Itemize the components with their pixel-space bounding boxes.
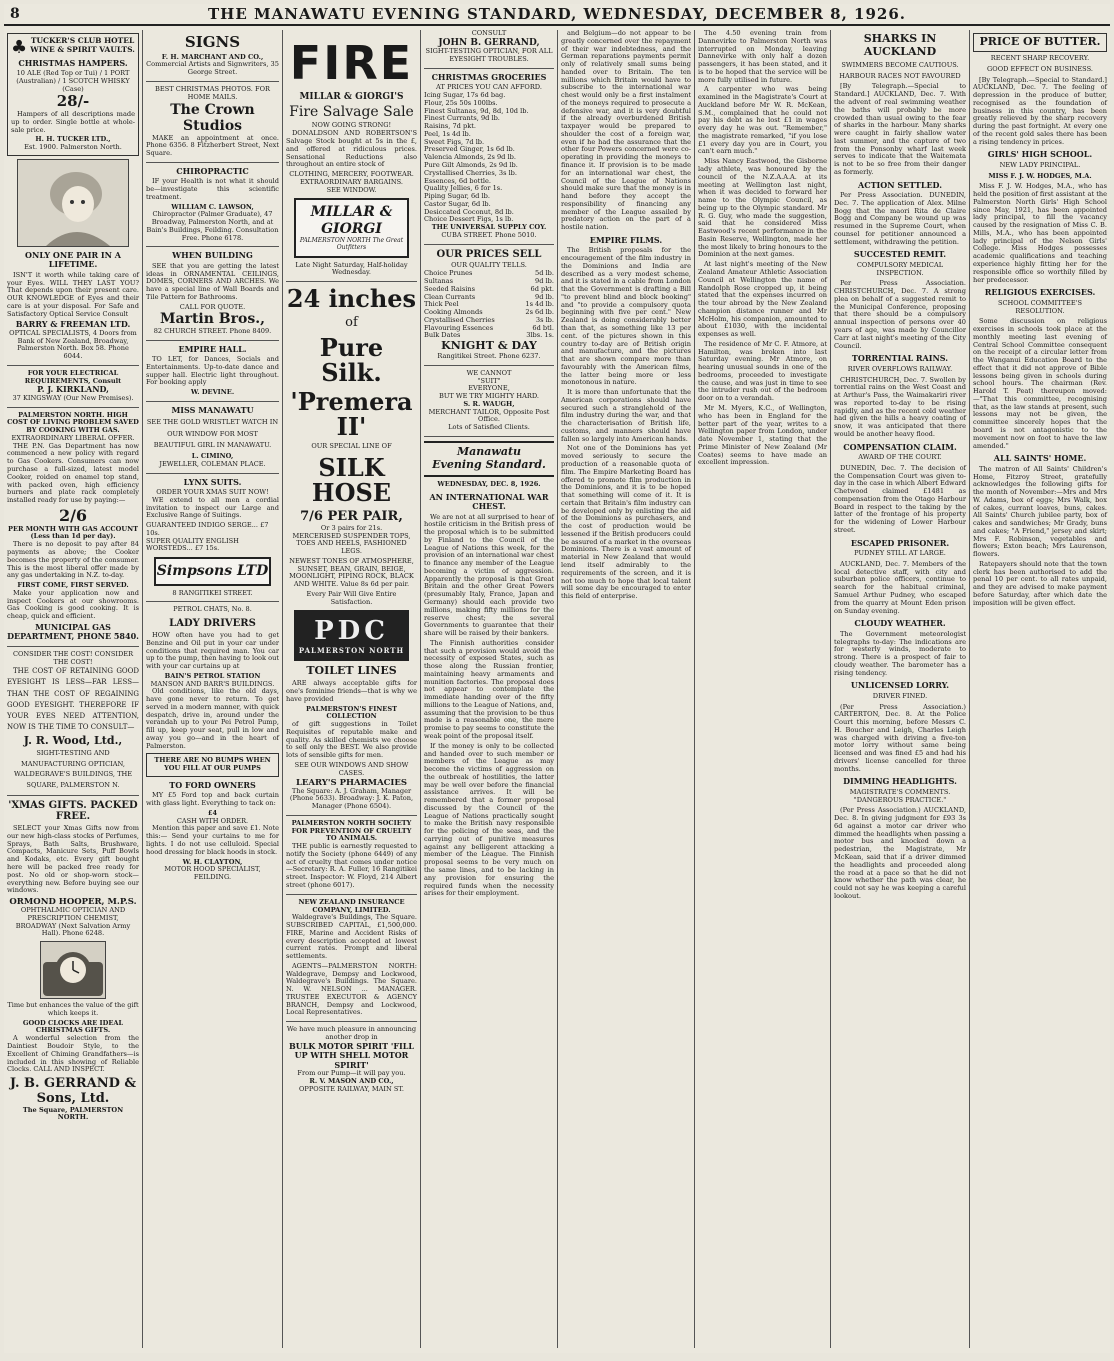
grocery-item: Castor Sugar, 6d lb. (424, 199, 491, 208)
column-4: CONSULT JOHN B. GERRAND, SIGHT-TESTING OPTICIAN, FOR ALL EYESIGHT TROUBLES. CHRISTMAS GROCERIES AT PRICES YOU CAN AFFORD. Icing Sugar, 17s 6d bag. Flour, 25s 50s 100lbs. Finest Sultanas, 9d, 8d, 10d lb. Finest Currants, 9d lb. Raisins, 7d pkt. Peel, 1s 4d lb. Sweet Figs, 7d lb. Preserved Ginger, 1s 6d lb. Valencia Almonds, 2s 9d lb. Pure Gilt Almonds, 2s 9d lb. Crystallised Cherries, 3s lb. Essences, 6d bottle. Quality Jellies, 6 for 1s. Piping Sugar, 6d lb. Castor Sugar, 6d lb. Desiccated Coconut, 8d lb. Choice Dessert Figs, 1s lb. THE UNIVERSAL SUPPLY COY. CUBA STREET. Phone 5010. OUR PRICES SELL OUR QUALITY TELLS. Choice Prunes 5d lb. Sultanas 9d lb. Seeded Raisins 6d pkt. Clean Currants 9d lb. Thick Peel 1s 4d lb. Cooking Almonds 2s 6d lb. Crystallised Cherries 3s lb. Flavouring Essences 6d btl. Bulk Dates 3lbs. 1s. KNIGHT & DAY Rangitikei Street. Phone 6237. WE CANNOT "SUIT" EVERYONE, BUT WE TRY MIGHTY HARD. S. R. WAUGH, MERCHANT TAILOR, Opposite Post Office. Lots of Satisfied Clients. Manawatu Evening Standard. WEDNESDAY, DEC. 8, 1926. AN INTERNATIONAL WAR CHEST. We are not at all surprised to hear of hostile criticism in the British press of the proposal which is to be submitted by Finland to the Council of the League of Nations this week, for the provision of an international war chest to finance any member of the League becoming a victim of aggression. Apparently the proposal is that Great Britain and the other Great Powers (presumably Italy, France, Japan and Germany) should each provide two millions, making fifty millions for the reserve chest; the several Governments to guarantee that their share will be raised by their bankers. The Finnish authorities consider that such a provision would avoid the necessity of exposed States, such as those along the Russian frontier, maintaining heavy armaments and munition factories. The proposal does not appear to contemplate the immediate handing over of the fifty millions to the League of Nations, and, assuming that the provision to be thus made is a reasonable one, the mere promise to pay seems to constitute the weak point of the proposal itself. If the money is only to be collected and handed over to such member or members of the League as may become the victims of aggression on the outbreak of hostilities, the latter may be well over before the financial assistance arrives. It will be remembered that a former proposal discussed by the Council of the League of Nations practically sought to make the British navy responsible for the policing of the seas, and the carrying out of punitive measures against any belligerent attacking a member of the League. The Finnish proposal seems to be very much on the same lines, and to be lacking in any provision for ensuring the required funds when the necessity arises for their employment. (424, 30, 554, 898)
price-item-value: 6d btl. (532, 323, 554, 332)
price-item-value: 3lbs. 1s. (526, 331, 554, 340)
xmas-gifts-ad: 'XMAS GIFTS. PACKED FREE. SELECT your Xmas Gifts now from our new high-class stocks of Perfumes, Sprays, Bath Salts, Brushware, Compacts, Manicure Sets, Puff Bowls and Kodaks, etc. Every gift bought here will be packed free ready for post. No old or shop-worn stock—everything new. Before buying see our windows. ORMOND HOOPER, M.P.S. OPHTHALMIC OPTICIAN AND PRESCRIPTION CHEMIST, BROADWAY (Next Salvation Army Hall). Phone 6248. (7, 799, 139, 938)
grocery-item: Quality Jellies, 6 for 1s. (424, 184, 503, 193)
clock-illustration (40, 941, 106, 999)
price-item-name: Seeded Raisins (424, 284, 476, 293)
column-6: The 4.50 evening train from Dannevirke to Palmerston North was interrupted on Monday, leaving Dannevirke with only half a dozen passengers, it has been stated, and it is to be hoped that the service will be more fully utilised in future. A carpenter who was being examined in the Magistrate's Court at Auckland before Mr W. R. McKean, S.M., complained that he could not pay his debt as he lost £1 in wages every day he was out. "Remember," the magistrate remarked, "if you lose £1 every day you are in Court, you can't earn much." Miss Nancy Eastwood, the Gisborne lady athlete, was honoured by the council of the N.Z.A.A.A. at its meeting at Wellington last night, when it was decided to forward her name to the Olympic Council, as being up to the Olympic standard. Mr R. G. Guy, who made the suggestion, said that he considered Miss Eastwood's recent performance in the Basin Reserve, Wellington, made her the most likely to bring honours to the Dominion at the next games. At last night's meeting of the New Zealand Amateur Athletic Association Council at Wellington the name of Randolph Rose cropped up, it being stated that the expenses incurred on the tour abroad by the New Zealand champion distance runner and Mr McHolm, his companion, amounted to about £1030, with the incidental expenses as well. The residence of Mr C. F. Atmore, at Hamilton, was broken into last Saturday evening. Mr Atmore, on hearing unusual sounds in one of the bedrooms, proceeded to investigate the cause, and was just in time to see the intruder rush out of the bedroom door on to a verandah. Mr M. Myers, K.C., of Wellington, who has been in England for the better part of the year, writes to a Wellington paper from London, under date November 1, stating that the Prime Minister of New Zealand (Mr Coates) seems to have made an excellent impression. (698, 30, 827, 467)
grocery-item: Raisins, 7d pkt. (424, 122, 476, 131)
price-item-value: 5d lb. (535, 269, 554, 278)
column-1 (4, 30, 142, 1348)
price-item-value: 9d lb. (535, 292, 554, 301)
column-7: SHARKS IN AUCKLAND SWIMMERS BECOME CAUTIOUS. HARBOUR RACES NOT FAVOURED [By Telegraph.—Special to Standard.] AUCKLAND, Dec. 7. With the advent of real swimming weather the baths will probably be more crowded than usual owing to the fear of sharks in the harbour. Many sharks were caught in fairly shallow water last summer, and the capture of two from the Ponsonby wharf last week serves to indicate that the Waitemata is not to be so free from their danger as formerly. ACTION SETTLED. Per Press Association. DUNEDIN, Dec. 7. The application of Alex. Milne Bogg that the maori Rita de Claire Bogg and Company be wound up was resumed in the Supreme Court, when counsel for petitioner announced a settlement, withdrawing the petition. SUCCESTED REMIT. COMPULSORY MEDICAL INSPECTION. Per Press Association. CHRISTCHURCH, Dec. 7. A strong plea on behalf of a suggested remit to the Municipal Conference, proposing that there should be a compulsory annual inspection of persons over 40 years of age, was made by Councillor Carr at last night's meeting of the City Council. TORRENTIAL RAINS. RIVER OVERFLOWS RAILWAY. CHRISTCHURCH, Dec. 7. Swollen by torrential rains on the West Coast and at Arthur's Pass, the Waimakariri river was reported to-day to be rising rapidly, and as the recent cold weather had given the hills a heavy coating of snow, it was anticipated that there would be another heavy flood. COMPENSATION CLAIM. AWARD OF THE COURT. DUNEDIN, Dec. 7. The decision of the Compensation Court was given to-day in the case in which Albert Edward Chetwood claimed £1481 as compensation from the Otago Harbour Board in respect to the taking by the latter of the frontage of his property for the widening of Lower Harbour street. ESCAPED PRISONER. PUDNEY STILL AT LARGE. AUCKLAND, Dec. 7. Members of the local detective staff, with city and suburban police officers, continue to search for the habitual criminal, Samuel Arthur Pudney, who escaped from the quarry at Mount Eden prison on Sunday evening. CLOUDY WEATHER. The Government meteorologist telegraphs to-day: The indications are for westerly winds, moderate to strong. There is a prospect of fair to cloudy weather. The barometer has a rising tendency. UNLICENSED LORRY. DRIVER FINED. (Per Press Association.) CARTERTON, Dec. 8. At the Police Court this morning, before Messrs C. H. Boucher and Leigh, Charles Leigh was charged with driving a five-ton motor lorry without same being licensed and was fined £5 and had his drivers' license cancelled for three months. DIMMING HEADLIGHTS. MAGISTRATE'S COMMENTS. "DANGEROUS PRACTICE." (Per Press Association.) AUCKLAND, Dec. 8. In giving judgment for £93 3s 6d against a motor car driver who dimmed the headlights when passing a motor bus and knocked down a pedestrian, the Magistrate, Mr McKean, said that if a driver dimmed the headlights and proceeded along the road at a pace so that he did not know whether the path was clear, he could not say he was keeping a careful lookout. (834, 32, 966, 900)
price-item-name: Bulk Dates (424, 331, 461, 340)
price-item-name: Crystallised Cherries (424, 315, 495, 324)
masthead-title: THE MANAWATU EVENING STANDARD, WEDNESDAY, DECEMBER 8, 1926. (208, 5, 906, 23)
grocery-item: Peel, 1s 4d lb. (424, 129, 471, 138)
column-2: SIGNS F. H. MARCHANT AND CO., Commercial Artists and Signwriters, 35 George Street. BEST CHRISTMAS PHOTOS. FOR HOME MAILS. The Crown Studios MAKE an appointment at once. Phone 6356. 8 Fitzherbert Street, Next Square. CHIROPRACTIC IF your Health is not what it should be—investigate this scientific treatment. WILLIAM C. LAWSON, Chiropractor (Palmer Graduate), 47 Broadway, Palmerston North, and at Bain's Buildings, Feilding. Consultation Free. Phone 6178. WHEN BUILDING SEE that you are getting the latest ideas in ORNAMENTAL CEILINGS, DOMES, CORNERS AND ARCHES. We have a special line of Wall Boards and Tile Pattern for Bathrooms. CALL FOR QUOTE. Martin Bros., 82 CHURCH STREET. Phone 8409. EMPIRE HALL. TO LET, for Dances, Socials and Entertainments. Up-to-date dance and supper hall. Electric light throughout. For booking apply W. DEVINE. MISS MANAWATU SEE THE GOLD WRISTLET WATCH IN OUR WINDOW FOR MOST BEAUTIFUL GIRL IN MANAWATU. L. CIMINO, JEWELLER, COLEMAN PLACE. LYNX SUITS. ORDER YOUR XMAS SUIT NOW! WE extend to all men a cordial invitation to inspect our Large and Exclusive Range of Suitings. GUARANTEED INDIGO SERGE... £7 10s. SUPER QUALITY ENGLISH WORSTEDS... £7 15s. Simpsons LTD 8 RANGITIKEI STREET. PETROL CHATS, No. 8. LADY DRIVERS HOW often have you had to get Benzine and Oil put in your car under conditions that required man. You car up to the pump, then having to look out with your car curtains up at BAIN'S PETROL STATION MANSON AND BARR'S BUILDINGS. Old conditions, like the old days, have gone never to return. To get served in a modern manner, with quick despatch, drive in, around under the verandah up to your Pei Petrol Pump, fill up, keep your seat, pull in low and away you go—and in the heart of Palmerston. THERE ARE NO BUMPS WHEN YOU FILL AT OUR PUMPS TO FORD OWNERS MY £5 Ford top and back curtain with glass light. Everything to tack on: £4 CASH WITH ORDER. Mention this paper and save £1. Note this:— Send your curtains to me for lights. I do not use celluloid. Special hood dressing for black hoods in stock. W. H. CLAYTON, MOTOR HOOD SPECIALIST, FEILDING. (146, 33, 279, 882)
price-item-value: 2s 6d lb. (525, 308, 554, 317)
grocery-item: Sweet Figs, 7d lb. (424, 137, 485, 146)
newspaper-page (4, 4, 1110, 1353)
gas-ad: PALMERSTON NORTH. HIGH COST OF LIVING PROBLEM SAVED BY COOKING WITH GAS. EXTRAORDINARY LIBERAL OFFER. THE P.N. Gas Department has now commenced a new policy with regard to Gas Cookers. Consumers can now purchase a full-sized, latest model Cooker, roided on enamel top stand, with packed oven, high efficiency burners and plate rack completely installed ready for use by paying:— 2/6 PER MONTH WITH GAS ACCOUNT (Less than 1d per day). There is no deposit to pay after 84 payments as above; the Cooker becomes the property of the consumer. This is the most liberal offer made by any gas undertaking in N.Z. to-day. FIRST COME, FIRST SERVED. Make your application now and inspect Cookers at our showrooms. Gas Cooking is good cooking. It is cheap, quick and efficient. MUNICIPAL GAS DEPARTMENT, PHONE 5840. (7, 410, 139, 642)
price-item-value: 9d lb. (535, 276, 554, 285)
price-item-name: Cooking Almonds (424, 308, 483, 317)
grocery-item: Crystallised Cherries, 3s lb. (424, 168, 518, 177)
column-3: FIRE MILLAR & GIORGI'S Fire Salvage Sale NOW GOING STRONG! DONALDSON AND ROBERTSON'S Salvage Stock bought at 5s in the £, and offered at ridiculous prices. Sensational Reductions also throughout an entire stock of CLOTHING, MERCERY, FOOTWEAR. EXTRAORDINARY BARGAINS. SEE WINDOW. MILLAR & GIORGI PALMERSTON NORTH The Great Outfitters Late Night Saturday, Half-holiday Wednesday. 24 inches of Pure Silk. 'Premera II' OUR SPECIAL LINE OF SILK HOSE 7/6 PER PAIR, Or 3 pairs for 21s. MERCERISED SUSPENDER TOPS, TOES AND HEELS, FASHIONED LEGS. NEWEST TONES OF ATMOSPHERE, SUNSET, BEAN, GRAIN, BEIGE, MOONLIGHT, PIPING ROCK, BLACK AND WHITE. Value 8s 6d per pair. Every Pair Will Give Entire Satisfaction. PDC PALMERSTON NORTH TOILET LINES ARE always acceptable gifts for one's feminine friends—that is why we have provided PALMERSTON'S FINEST COLLECTION of gift suggestions in Toilet Requisites of reputable make and quality. As skilled chemists we choose to sell only the BEST. We also provide lots of sensible gifts for men. SEE OUR WINDOWS AND SHOW CASES. LEARY'S PHARMACIES The Square: A. J. Graham, Manager (Phone 5633). Broadway: J. K. Paton, Manager (Phone 6504). PALMERSTON NORTH SOCIETY FOR PREVENTION OF CRUELTY TO ANIMALS. THE public is earnestly requested to notify the Society (phone 6449) of any act of cruelty that comes under notice—Secretary: R. A. Fuller, 16 Rangitikei street. Inspector: W. Floyd, 214 Albert street (phone 6017). NEW ZEALAND INSURANCE COMPANY, LIMITED. Waldegrave's Buildings, The Square. SUBSCRIBED CAPITAL, £1,500,000. FIRE, Marine and Accident Risks of every description accepted at lowest current rates. Prompt and liberal settlements. AGENTS—PALMERSTON NORTH: Waldegrave, Dempsy and Lockwood, Waldegrave's Buildings. The Square. N. W. NELSON ... MANAGER. TRUSTEE EXECUTOR & AGENCY BRANCH, Dempsy and Lockwood, Local Representatives. We have much pleasure in announcing another drop in BULK MOTOR SPIRIT 'FILL UP WITH SHELL MOTOR SPIRIT' From our Pump—it will pay you. R. V. MASON AND CO., OPPOSITE RAILWAY, MAIN ST. (286, 36, 417, 1093)
empire-films-heading: EMPIRE FILMS. (589, 234, 663, 245)
grocery-item: Essences, 6d bottle. (424, 176, 492, 185)
clocks-ad: Time but enhances the value of the gift which keeps it. GOOD CLOCKS ARE IDEAL CHRISTMAS GIFTS. A wonderful selection from the Daintiest Boudoir Style, to the Excellent of Chiming Grandfathers—is included in this showing of Reliable Clocks. CALL AND INSPECT. J. B. GERRAND & Sons, Ltd. The Square, PALMERSTON NORTH. (7, 1001, 139, 1122)
grocery-item: Desiccated Coconut, 8d lb. (424, 207, 514, 216)
price-item-value: 6d pkt. (530, 284, 554, 293)
lifetime-ad: ONLY ONE PAIR IN A LIFETIME. ISN'T it worth while taking care of your Eyes. WILL THEY LAST YOU? That depends upon their present care. OUR KNOWLEDGE of Eyes and their care is at your disposal. For Safe and Satisfactory Optical Service Consult BARRY & FREEMAN LTD. OPTICAL SPECIALISTS, 4 Doors from Bank of New Zealand, Broadway, Palmerston North. Box 58. Phone 6044. (7, 249, 139, 361)
masthead (4, 4, 1110, 26)
fire-heading: FIRE (289, 36, 414, 90)
sharks-heading: SHARKS IN AUCKLAND (863, 32, 937, 58)
price-item-name: Choice Prunes (424, 269, 473, 278)
grocery-item: Preserved Ginger, 1s 6d lb. (424, 145, 515, 154)
newspaper-flag: Manawatu Evening Standard. (424, 441, 554, 477)
simpsons-logo: Simpsons LTD (154, 557, 271, 586)
editorial-heading: AN INTERNATIONAL WAR CHEST. (429, 491, 549, 512)
column-5: and Belgium—do not appear to be greatly concerned over the repayment of their war indebtedness, and the German reparations payments permit only of relatively small sums being handed over to Britain. The ten millions which Britain would have to subscribe to the international war chest would only be a first instalment of the moneys required to prosecute a defensive war, and it is very doubtful if the already overburdened British taxpayer would be prepared to shoulder the cost of a foreign war, even if he had the assurance that the other four Powers concerned were co-operating in providing the moneys to finance it. If provision is to be made for an international war chest, the Council of the League of Nations should make sure that the money is in hand before they accept the responsibility of financing any member of the League assailed by predatory action on the part of a hostile nation. EMPIRE FILMS. The British proposals for the encouragement of the film industry in the Dominions and India are described as a very modest scheme, and it is stated in a cable from London that the Government is drafting a Bill "to prevent blind and block booking" and "to provide a compulsory quota beginning with five per cent." New Zealand is doing considerably better than that, as something like 13 per cent. of the pictures shown in this country to-day are of British origin and manufacture, and the pictures that are shown compare more than favourably with the American films, the latter being more or less monotonous in nature. It is more than unfortunate that the American corporations should have secured such a stranglehold of the film industry during the war, and that the characterisation of British life, customs, and manners should have fallen so largely into American hands. Not one of the Dominions has yet moved seriously to secure the production of a reasonable quota of film. The Empire Marketing Board has offered to promote film production in the Dominions, and it is to be hoped that something will come of it. It is certain that Britain's film industry can be developed only by enlisting the aid of the Dominions as purchasers, and the cost of production would be lessened if the British producers could be assured of a market in the overseas Dominions. There is a vast amount of material in New Zealand that would lend itself admirably to the requirements of the screen, and it is not too much to hope that local talent will some day be encouraged to enter this field of enterprise. (561, 30, 691, 601)
grocery-item: Flour, 25s 50s 100lbs. (424, 98, 498, 107)
page-number: 8 (10, 6, 20, 22)
prices-table (424, 270, 554, 340)
signs-heading: SIGNS (184, 33, 241, 51)
butter-heading: PRICE OF BUTTER. (973, 33, 1107, 52)
crown-studios-name: The Crown Studios (170, 101, 255, 135)
electrical-ad: FOR YOUR ELECTRICAL REQUIREMENTS, Consult P. J. KIRKLAND, 37 KINGSWAY (Our New Premises). (12, 368, 134, 402)
grocery-item: Finest Sultanas, 9d, 8d, 10d lb. (424, 106, 529, 115)
price-item-name: Clean Currants (424, 292, 476, 301)
woman-portrait-illustration (17, 159, 129, 247)
tuckers-ad: ♣ TUCKER'S CLUB HOTEL WINE & SPIRIT VAULTS. CHRISTMAS HAMPERS. 10 ALE (Red Top or Tui) / 1 PORT (Australian) / 1 SCOTCH WHISKY (Case) 28/- Hampers of all descriptions made up to order. Single bottle at whole-sale price. H. H. TUCKER LTD., Est. 1900. Palmerston North. (7, 33, 139, 156)
club-icon: ♣ (11, 37, 28, 58)
grocery-item: Pure Gilt Almonds, 2s 9d lb. (424, 161, 518, 169)
grocery-item: Icing Sugar, 17s 6d bag. (424, 91, 506, 100)
column-8: PRICE OF BUTTER. RECENT SHARP RECOVERY. GOOD EFFECT ON BUSINESS. [By Telegraph.—Special to Standard.] AUCKLAND, Dec. 7. The feeling of depression in the produce of butter, recognised as the foundation of business in this country, has been greatly relieved by the sharp recovery during the past fortnight. At every one of the recent gold sales there has been a rising tendency in prices. GIRLS' HIGH SCHOOL. NEW LADY PRINCIPAL. MISS F. J. W. HODGES, M.A. Miss F. J. W. Hodges, M.A., who has held the position of first assistant at the Palmerston North Girls' High School since May, 1921, has been appointed lady principal, to fill the vacancy caused by the resignation of Miss C. B. Mills, M.A., who has been appointed lady principal of the Nelson Girls' College. Miss Hodges possesses academic qualifications and teaching experience highly fitting her for the responsible office so worthily filled by her predecessor. RELIGIOUS EXERCISES. SCHOOL COMMITTEE'S RESOLUTION. Some discussion on religious exercises in schools took place at the monthly meeting last evening of Central School Committee consequent on the receipt of a circular letter from the Wanganui Education Board to the effect that it did not approve of Bible lessons being given in schools during school hours. The chairman (Rev. Harold T. Peat) thereupon moved:—"That this committee, recognising that, as the law stands at present, such lessons may not be given, the committee sincerely hopes that the board is not antagonistic to the movement now on foot to have the law amended." ALL SAINTS' HOME. The matron of All Saints' Children's Home, Fitzroy Street, gratefully acknowledges the following gifts for the month of November:—Mrs and Mrs W. Adams, box of eggs; Mrs Walk, box of cakes, currant loaves, buns, cakes. All Saints' Church jubilee party, box of cakes and sandwiches; Mr Grady, buns and cakes; "A Friend," jersey and skirt; Mrs F. Robinson, vegetables and flowers; Exton beach; Mrs Laurenson, flowers. Ratepayers should note that the town clerk has been authorised to add the penal 10 per cent. to all rates unpaid, and they are advised to make payment before Saturday, after which date the imposition will be given effect. (973, 35, 1107, 607)
grocery-item: Piping Sugar, 6d lb. (424, 192, 490, 201)
grocery-item: Choice Dessert Figs, 1s lb. (424, 215, 514, 224)
grocery-item: Finest Currants, 9d lb. (424, 114, 500, 123)
price-item-name: Flavouring Essences (424, 323, 494, 332)
price-item-name: Thick Peel (424, 300, 459, 309)
millar-giorgi-logo: MILLAR & GIORGI PALMERSTON NORTH The Great Outfitters (294, 198, 409, 257)
price-item-name: Sultanas (424, 276, 454, 285)
consider-ad: CONSIDER THE COST! CONSIDER THE COST! THE COST OF RETAINING GOOD EYESIGHT IS LESS—FAR LESS—THAN THE COST OF REGAINING GOOD EYESIGHT. THEREFORE IF YOUR EYES NEED ATTENTION, NOW IS THE TIME TO CONSULT— J. R. Wood, Ltd., SIGHT-TESTING AND MANUFACTURING OPTICIAN, WALDEGRAVE'S BUILDINGS, THE SQUARE, PALMERSTON N. (7, 649, 139, 790)
pdc-logo: PDC PALMERSTON NORTH (294, 610, 409, 661)
grocery-item: Valencia Almonds, 2s 9d lb. (424, 153, 516, 162)
price-item-value: 1s 4d lb. (525, 300, 554, 309)
price-item-value: 3s lb. (535, 315, 554, 324)
grocery-list (424, 92, 554, 224)
